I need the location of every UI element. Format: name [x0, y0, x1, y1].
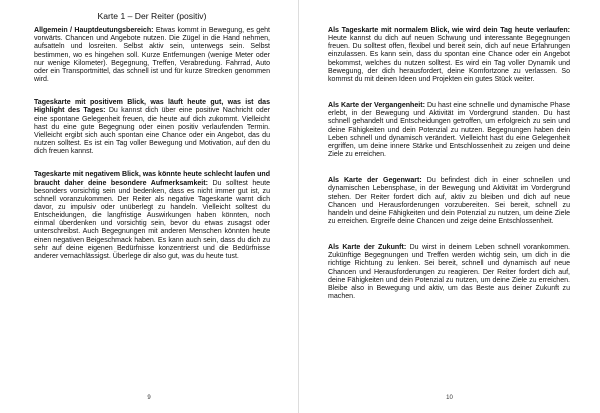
paragraph-past — [328, 102, 570, 159]
paragraph-text: Etwas kommt in Bewegung, es geht vorwärts. Chancen und Angebote nutzen. Die Zügel in die Hand nehmen, aufsatteln und losreiten. Selbst aktiv sein, unterwegs sein. Selbst bestimmen, wo es hingehen soll. Kurze Entfernungen (wenige Meter oder nur wenige Kilometer). Begegnung, Treffen, Verabredung. Fahrrad, Auto oder ein Transportmittel, das schnell ist und für kurze Strecken genommen wird. — [34, 27, 270, 84]
paragraph-present — [328, 177, 570, 226]
paragraph-lead: Allgemein / Hauptdeutungsbereich: — [34, 27, 154, 35]
paragraph-text: Du hast eine schnelle und dynamische Phase erlebt, in der Bewegung und Aktivität im Vordergrund standen. Du hast schnell gehandelt und Entscheidungen getroffen, um erfolgreich zu sein und deine Fähigkeiten und dein Potenzial zu nutzen. Begegnungen haben dein Leben schnell und dynamisch verändert. Vielleicht hast du eine Gelegenheit ergriffen, um deine innere Stärke und Entschlossenheit zu zeigen und deine Ziele zu erreichen. — [328, 102, 570, 159]
page-number: 10 — [446, 395, 453, 401]
paragraph-lead: Als Karte der Zukunft: — [328, 244, 407, 252]
left-page — [0, 0, 299, 413]
page-title: Karte 1 – Der Reiter (positiv) — [97, 11, 207, 21]
paragraph-text: Du befindest dich in einer schnellen und dynamischen Lebensphase, in der Bewegung und Aktivität im Vordergrund stehen. Der Reiter fordert dich auf, aktiv zu bleiben und dich auf neue Chancen und Herausforderungen vorzubereiten. Sei bereit, schnell zu handeln und deine Fähigkeiten und dein Potenzial zu nutzen, um deine Ziele zu erreichen. Ergreife deine Chancen und zeige deine Entschlossenheit. — [328, 177, 570, 225]
paragraph-text: Du solltest heute besonders vorsichtig sein und bedenken, dass es nicht immer gut ist, zu schnell voranzukommen. Der Reiter als negative Tageskarte warnt dich davor, zu impulsiv oder unüberlegt zu handeln. Vielleicht solltest du Entscheidungen, die langfristige Auswirkungen haben könnten, noch einmal überdenken und vorsichtig sein, bevor du etwas zusagst oder unterschreibst. Auch Begegnungen mit anderen Menschen könnten heute einen negativen Beigeschmack haben. Es kann auch sein, dass du dich zu sehr auf deine eigenen Bedürfnisse konzentrierst und die Bedürfnisse anderer vernachlässigst. Überlege dir also gut, was du heute tust. — [34, 179, 271, 260]
paragraph-general — [34, 27, 270, 84]
paragraph-lead: Als Karte der Vergangenheit: — [328, 102, 425, 110]
right-page-content — [328, 27, 570, 301]
paragraph-positive-day — [34, 99, 270, 156]
left-page-content — [34, 12, 270, 261]
page-number: 9 — [147, 395, 151, 401]
paragraph-lead: Als Tageskarte mit normalem Blick, wie wird dein Tag heute verlaufen: — [328, 27, 570, 34]
paragraph-text: Du wirst in deinem Leben schnell vorankommen. Zukünftige Begegnungen und Treffen werden wichtig sein, um dich in die richtige Richtung zu lenken. Sei bereit, schnell und dynamisch auf neue Chancen und Herausforderungen zu reagieren. Der Reiter fordert dich auf, deine Fähigkeiten und dein Potenzial zu nutzen, um deine Ziele zu erreichen. Bleibe also in Bewegung und aktiv, um das Beste aus deiner Zukunft zu machen. — [328, 244, 570, 301]
paragraph-lead: Als Karte der Gegenwart: — [328, 177, 422, 185]
right-page — [299, 0, 600, 413]
paragraph-text: Heute kannst du dich auf neuen Schwung und interessante Begegnungen freuen. Du solltest offen, flexibel und bereit sein, dich auf neue Erfahrungen einzulassen. Es kann sein, dass du spontan eine Chance oder ein Angebot bekommst, welches du nutzen solltest. Es wird ein Tag voller Dynamik und Bewegung, der dich herausfordert, deine Komfortzone zu verlassen. So kommst du mit deinen Ideen und Projekten ein gutes Stück weiter. — [328, 35, 570, 83]
paragraph-lead: Tageskarte mit positivem Blick, was läuft heute gut, was ist das Highlight des Tages: — [34, 99, 270, 115]
paragraph-text: Du kannst dich über eine positive Nachricht oder eine spontane Gelegenheit freuen, die heute auf dich zukommt. Vielleicht hast du eine gute Begegnung oder einen positiv verlaufenden Termin. Vielleicht ergibt sich auch spontan eine Chance oder ein Angebot, das du nutzen solltest. Es ist ein Tag voller Bewegung und Motivation, auf den du dich freuen kannst. — [34, 107, 270, 156]
paragraph-lead: Tageskarte mit negativem Blick, was könnte heute schlecht laufen und braucht daher deine besondere Aufmerksamkeit: — [34, 171, 271, 187]
paragraph-negative-day — [34, 171, 270, 261]
paragraph-normal-day — [328, 27, 570, 84]
paragraph-future — [328, 244, 570, 301]
